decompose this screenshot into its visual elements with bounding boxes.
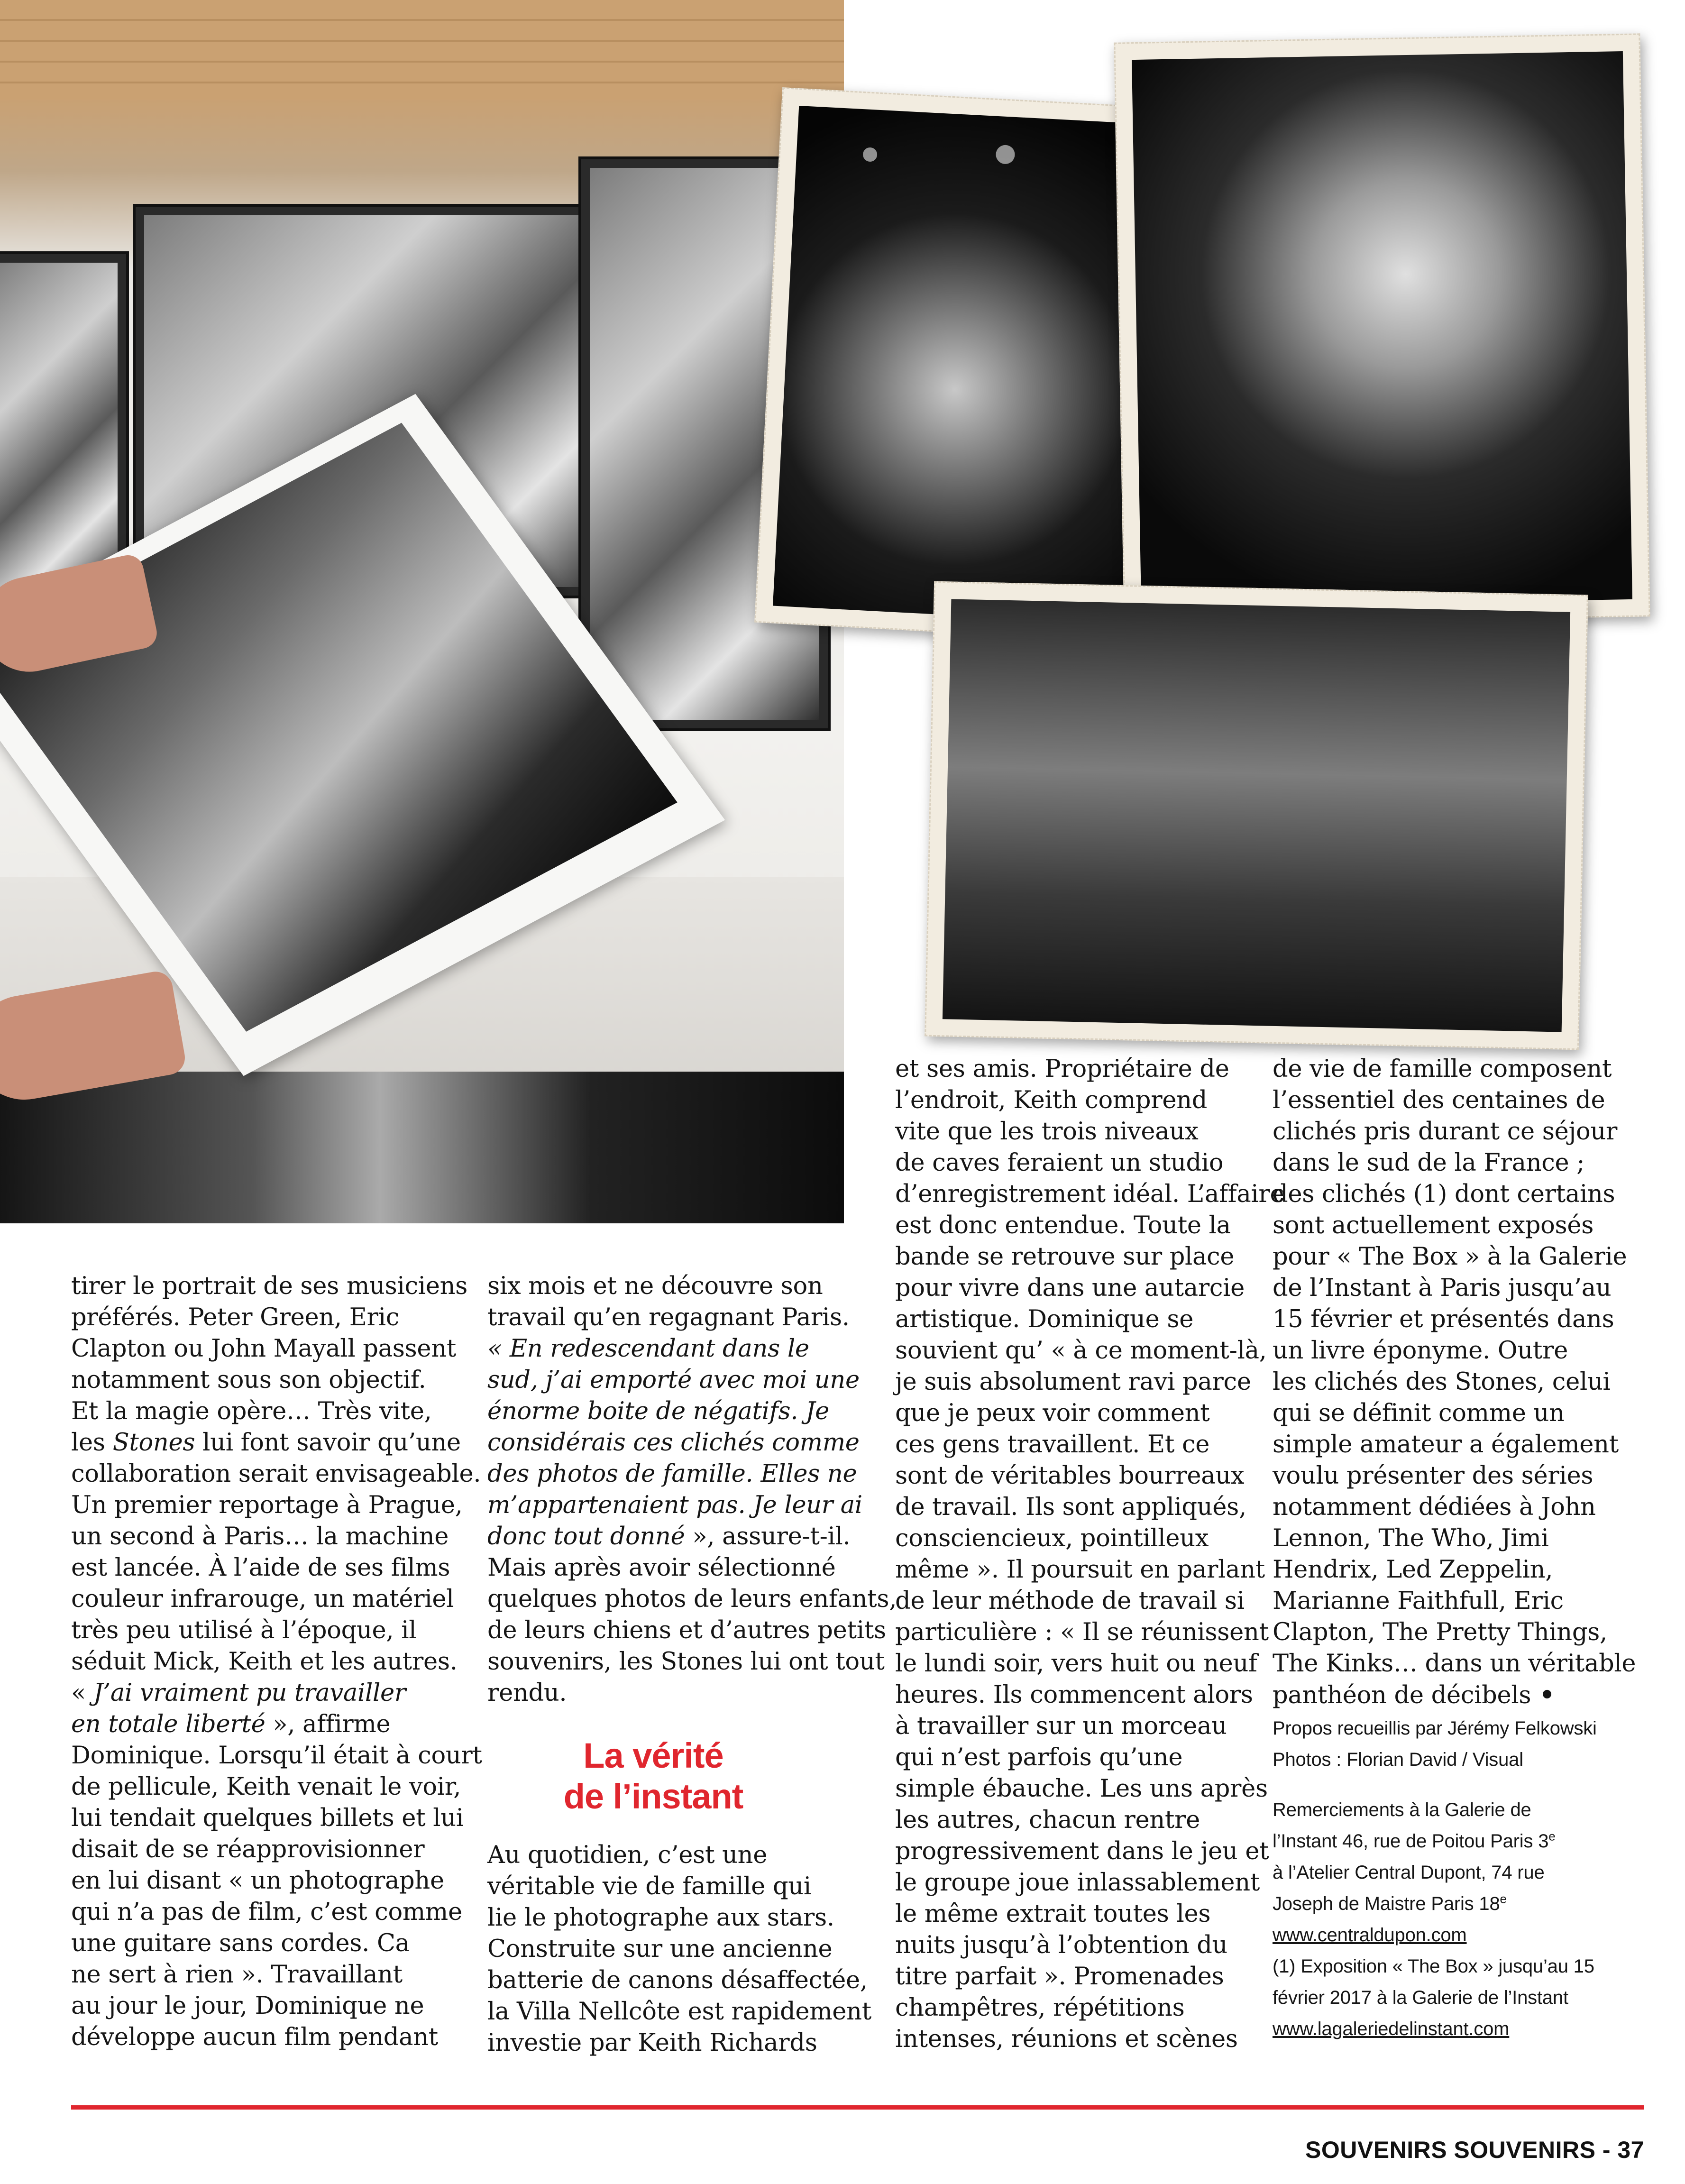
text-line: est donc entendue. Toute la [895, 1211, 1231, 1239]
text-line: préférés. Peter Green, Eric [71, 1303, 400, 1331]
text-line: en totale liberté », affirme [71, 1710, 391, 1738]
text-line: titre parfait ». Promenades [895, 1963, 1224, 1991]
text-line: d’enregistrement idéal. L’affaire [895, 1180, 1284, 1208]
text-line: nuits jusqu’à l’obtention du [895, 1931, 1228, 1959]
text-line: six mois et ne découvre son [487, 1272, 823, 1300]
text-line: Et la magie opère… Très vite, [71, 1397, 432, 1425]
text-line: développe aucun film pendant [71, 2023, 438, 2051]
heading-line: de l’instant [563, 1777, 743, 1816]
text-line: Dominique. Lorsqu’il était à court [71, 1742, 482, 1770]
text-line: je suis absolument ravi parce [895, 1368, 1251, 1396]
text-line: Construite sur une ancienne [487, 1935, 833, 1963]
text-line: les Stones lui font savoir qu’une [71, 1429, 461, 1457]
text-line: de caves feraient un studio [895, 1149, 1224, 1177]
text-line: le même extrait toutes les [895, 1900, 1211, 1928]
text-line: Lennon, The Who, Jimi [1273, 1524, 1549, 1552]
prints-on-table [0, 1072, 844, 1223]
framed-print-left [0, 251, 129, 598]
text-line: progressivement dans le jeu et [895, 1837, 1269, 1865]
text-line: qui n’a pas de film, c’est comme [71, 1898, 462, 1926]
text-line: énorme boite de négatifs. Je [487, 1397, 830, 1425]
text-line: vite que les trois niveaux [895, 1118, 1199, 1146]
text-line: Mais après avoir sélectionné [487, 1554, 836, 1582]
text-line: souvient qu’ « à ce moment-là, [895, 1337, 1267, 1365]
text-line: 15 février et présentés dans [1273, 1305, 1614, 1333]
credit-thanks: l’Instant 46, rue de Poitou Paris 3e [1273, 1829, 1556, 1852]
text-line: de leurs chiens et d’autres petits [487, 1616, 886, 1644]
footer-section: SOUVENIRS SOUVENIRS - [1305, 2137, 1618, 2163]
text-line: tirer le portrait de ses musiciens [71, 1272, 468, 1300]
gallery-photo [0, 0, 844, 1223]
text-line: particulière : « Il se réunissent [895, 1618, 1269, 1646]
text-line: bande se retrouve sur place [895, 1243, 1235, 1271]
text-line: de travail. Ils sont appliqués, [895, 1493, 1246, 1521]
text-line: un livre éponyme. Outre [1273, 1337, 1568, 1365]
text-line: l’endroit, Keith comprend [895, 1086, 1208, 1114]
text-line: dans le sud de la France ; [1273, 1149, 1585, 1177]
column-2b [487, 1840, 871, 2059]
credit-thanks: à l’Atelier Central Dupont, 74 rue [1273, 1862, 1545, 1883]
text-line: même ». Il poursuit en parlant [895, 1556, 1265, 1584]
text-line: The Kinks… dans un véritable [1273, 1650, 1636, 1678]
text-line: pour « The Box » à la Galerie [1273, 1243, 1627, 1271]
text-line: quelques photos de leurs enfants, [487, 1585, 897, 1613]
text-line: panthéon de décibels • [1273, 1681, 1555, 1709]
text-line: l’essentiel des centaines de [1273, 1086, 1605, 1114]
footer [1305, 2136, 1644, 2164]
text-line: « En redescendant dans le [487, 1335, 809, 1363]
column-1 [71, 1271, 482, 2053]
text-line: simple amateur a également [1273, 1431, 1619, 1459]
text-line: à travailler sur un morceau [895, 1712, 1227, 1740]
text-line: de pellicule, Keith venait le voir, [71, 1773, 461, 1801]
text-line: et ses amis. Propriétaire de [895, 1055, 1229, 1083]
link-lagaleriedelinstant[interactable]: www.lagaleriedelinstant.com [1273, 2019, 1510, 2039]
text-line: très peu utilisé à l’époque, il [71, 1616, 417, 1644]
text-line: ces gens travaillent. Et ce [895, 1431, 1210, 1459]
text-line: Marianne Faithfull, Eric [1273, 1587, 1564, 1615]
text-line: est lancée. À l’aide de ses films [71, 1554, 450, 1582]
section-heading [487, 1735, 819, 1817]
text-line: batterie de canons désaffectée, [487, 1966, 868, 1994]
column-4 [1273, 1054, 1636, 1711]
text-line: le groupe joue inlassablement [895, 1869, 1260, 1897]
wooden-ceiling [0, 0, 844, 100]
text-line: lie le photographe aux stars. [487, 1904, 834, 1932]
text-line: travail qu’en regagnant Paris. [487, 1303, 850, 1331]
text-line: qui n’est parfois qu’une [895, 1744, 1183, 1771]
text-line: Au quotidien, c’est une [487, 1841, 768, 1869]
text-line: de leur méthode de travail si [895, 1587, 1245, 1615]
text-line: intenses, réunions et scènes [895, 2025, 1238, 2053]
credit-thanks: Remerciements à la Galerie de [1273, 1799, 1531, 1820]
credit-exposition: (1) Exposition « The Box » jusqu’au 15 [1273, 1956, 1594, 1977]
text-line: Clapton, The Pretty Things, [1273, 1618, 1607, 1646]
credits [1273, 1713, 1597, 2045]
text-line: le lundi soir, vers huit ou neuf [895, 1650, 1257, 1678]
text-line: collaboration serait envisageable. [71, 1460, 481, 1488]
text-line: « J’ai vraiment pu travailler [71, 1679, 406, 1707]
heading-line: La vérité [583, 1736, 723, 1775]
text-line: Hendrix, Led Zeppelin, [1273, 1556, 1553, 1584]
text-line: de vie de famille composent [1273, 1055, 1612, 1083]
end-mark: • [1531, 1681, 1555, 1709]
text-line: que je peux voir comment [895, 1399, 1210, 1427]
text-line: artistique. Dominique se [895, 1305, 1194, 1333]
text-line: rendu. [487, 1679, 567, 1707]
page-number: 37 [1617, 2137, 1644, 2163]
credit-author: Propos recueillis par Jérémy Felkowski [1273, 1718, 1597, 1739]
text-line: consciencieux, pointilleux [895, 1524, 1209, 1552]
text-line: sont actuellement exposés [1273, 1211, 1594, 1239]
text-line: clichés pris durant ce séjour [1273, 1118, 1618, 1146]
footer-rule [71, 2105, 1644, 2110]
credit-photos: Photos : Florian David / Visual [1273, 1749, 1523, 1770]
text-line: les clichés des Stones, celui [1273, 1368, 1611, 1396]
text-line: véritable vie de famille qui [487, 1872, 811, 1900]
text-line: au jour le jour, Dominique ne [71, 1992, 424, 2020]
text-line: des photos de famille. Elles ne [487, 1460, 857, 1488]
text-line: considérais ces clichés comme [487, 1429, 860, 1457]
text-line: couleur infrarouge, un matériel [71, 1585, 454, 1613]
text-line: un second à Paris… la machine [71, 1523, 449, 1551]
text-line: en lui disant « un photographe [71, 1867, 444, 1895]
column-3 [895, 1054, 1284, 2055]
text-line: qui se définit comme un [1273, 1399, 1565, 1427]
text-line: ne sert à rien ». Travaillant [71, 1961, 403, 1989]
link-centraldupon[interactable]: www.centraldupon.com [1273, 1925, 1467, 1945]
text-line: pour vivre dans une autarcie [895, 1274, 1245, 1302]
text-line: les autres, chacun rentre [895, 1806, 1200, 1834]
text-line: de l’Instant à Paris jusqu’au [1273, 1274, 1612, 1302]
text-line: notamment sous son objectif. [71, 1366, 426, 1394]
text-line: une guitare sans cordes. Ca [71, 1929, 410, 1957]
text-line: m’appartenaient pas. Je leur ai [487, 1491, 862, 1519]
text-line: heures. Ils commencent alors [895, 1681, 1253, 1709]
credit-thanks: Joseph de Maistre Paris 18e [1273, 1891, 1507, 1914]
text-line: simple ébauche. Les uns après [895, 1775, 1268, 1803]
text-line: des clichés (1) dont certains [1273, 1180, 1615, 1208]
credit-exposition: février 2017 à la Galerie de l’Instant [1273, 1987, 1568, 2008]
text-line: disait de se réapprovisionner [71, 1835, 425, 1863]
text-line: champêtres, répétitions [895, 1994, 1185, 2022]
text-line: sont de véritables bourreaux [895, 1462, 1245, 1490]
text-line: Clapton ou John Mayall passent [71, 1335, 457, 1363]
text-line: notamment dédiées à John [1273, 1493, 1596, 1521]
vintage-photo-jagger-pointing [1114, 33, 1650, 625]
text-line: lui tendait quelques billets et lui [71, 1804, 464, 1832]
text-line: la Villa Nellcôte est rapidement [487, 1998, 871, 2026]
text-line: Un premier reportage à Prague, [71, 1491, 463, 1519]
text-line: souvenirs, les Stones lui ont tout [487, 1648, 885, 1676]
text-line: séduit Mick, Keith et les autres. [71, 1648, 458, 1676]
column-2 [487, 1271, 897, 1709]
vintage-photo-band-rehearsal [925, 581, 1588, 1050]
text-line: voulu présenter des séries [1273, 1462, 1593, 1490]
text-line: investie par Keith Richards [487, 2029, 817, 2057]
text-line: donc tout donné », assure-t-il. [487, 1523, 851, 1551]
text-line: sud, j’ai emporté avec moi une [487, 1366, 860, 1394]
